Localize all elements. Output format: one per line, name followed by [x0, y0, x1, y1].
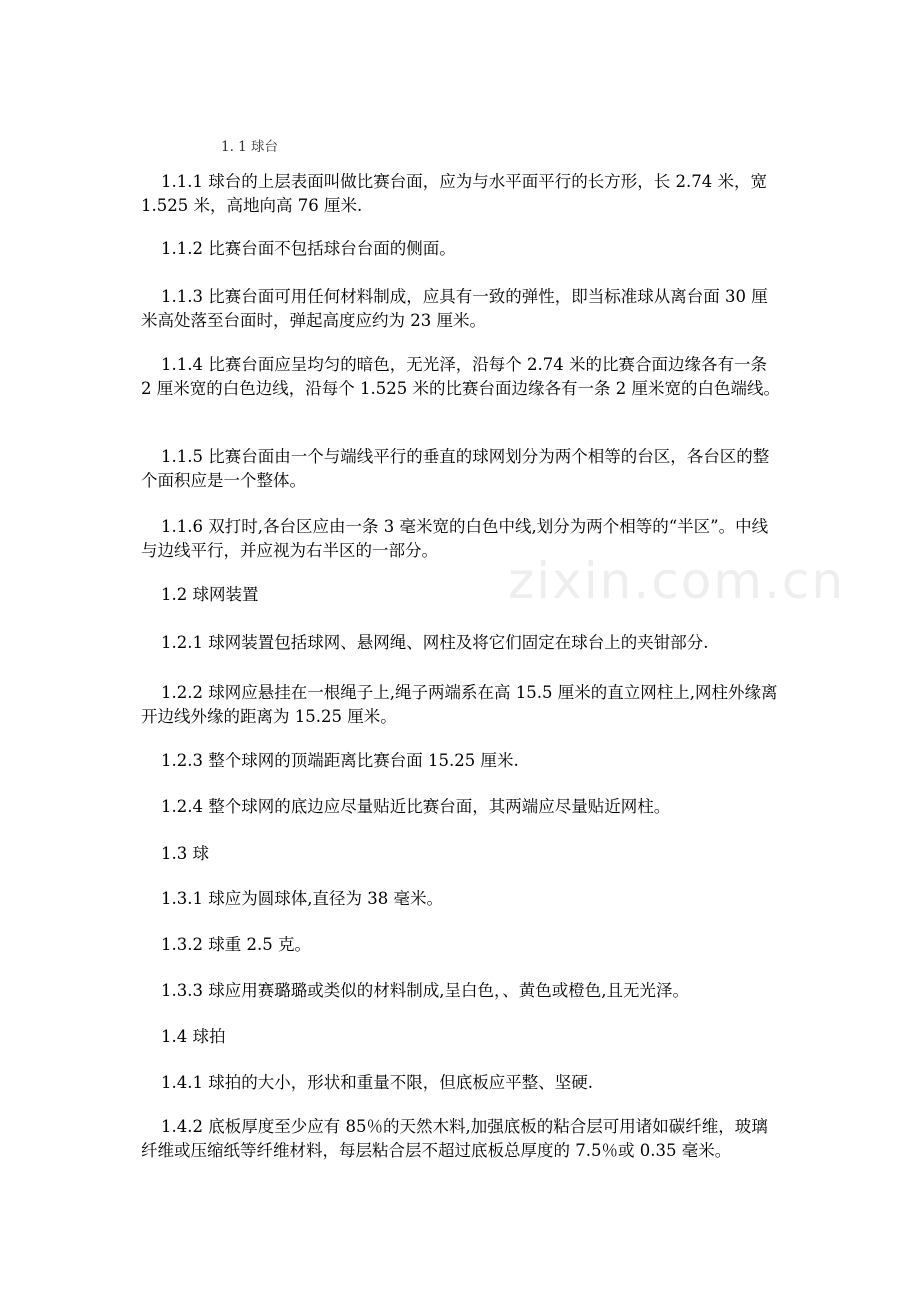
paragraph-1-2-1: 1.2.1 球网装置包括球网、悬网绳、网柱及将它们固定在球台上的夹钳部分. [161, 633, 709, 652]
section-heading-1-2: 1.2 球网装置 [161, 585, 259, 604]
paragraph-1-1-3: 1.1.3 比赛台面可用任何材料制成，应具有一致的弹性，即当标准球从离台面 30 厘米高处落至台面时，弹起高度应约为 23 厘米。 [141, 287, 768, 330]
paragraph-1-1-5: 1.1.5 比赛台面由一个与端线平行的垂直的球网划分为两个相等的台区，各台区的整个面积应是一个整体。 [141, 447, 770, 490]
paragraph-1-3-3: 1.3.3 球应用赛璐璐或类似的材料制成,呈白色，、黄色或橙色,且无光泽。 [161, 981, 689, 1000]
paragraph-1-1-6: 1.1.6 双打时,各台区应由一条 3 毫米宽的白色中线,划分为两个相等的“半区”。中线与边线平行，并应视为右半区的一部分。 [141, 517, 769, 560]
section-heading-1-3: 1.3 球 [161, 844, 209, 863]
paragraph-1-2-3: 1.2.3 整个球网的顶端距离比赛台面 15.25 厘米. [161, 751, 519, 770]
paragraph-1-1-1: 1.1.1 球台的上层表面叫做比赛台面，应为与水平面平行的长方形，长 2.74 米，宽 1.525 米，高地向高 76 厘米. [141, 172, 767, 215]
paragraph-1-2-4: 1.2.4 整个球网的底边应尽量贴近比赛台面，其两端应尽量贴近网柱。 [161, 797, 671, 816]
paragraph-1-3-1: 1.3.1 球应为圆球体,直径为 38 毫米。 [161, 889, 443, 908]
paragraph-1-4-1: 1.4.1 球拍的大小，形状和重量不限，但底板应平整、坚硬. [161, 1073, 593, 1092]
paragraph-1-1-2: 1.1.2 比赛台面不包括球台台面的侧面。 [161, 239, 456, 258]
paragraph-1-2-2: 1.2.2 球网应悬挂在一根绳子上,绳子两端系在高 15.5 厘米的直立网柱上,网柱外缘离开边线外缘的距离为 15.25 厘米。 [141, 683, 778, 726]
watermark: zixin.com.cn [508, 552, 846, 610]
paragraph-1-3-2: 1.3.2 球重 2.5 克。 [161, 935, 311, 954]
paragraph-1-1-4: 1.1.4 比赛台面应呈均匀的暗色，无光泽，沿每个 2.74 米的比赛合面边缘各有一条 2 厘米宽的白色边线，沿每个 1.525 米的比赛台面边缘各有一条 2 厘米宽的白色端线。 [141, 355, 780, 398]
subheading-1-1: 1. 1 球台 [221, 139, 279, 155]
section-heading-1-4: 1.4 球拍 [161, 1027, 226, 1046]
paragraph-1-4-2: 1.4.2 底板厚度至少应有 85％的天然木料,加强底板的粘合层可用诸如碳纤维，玻璃纤维或压缩纸等纤维材料，每层粘合层不超过底板总厚度的 7.5％或 0.35 毫米。 [141, 1117, 768, 1160]
